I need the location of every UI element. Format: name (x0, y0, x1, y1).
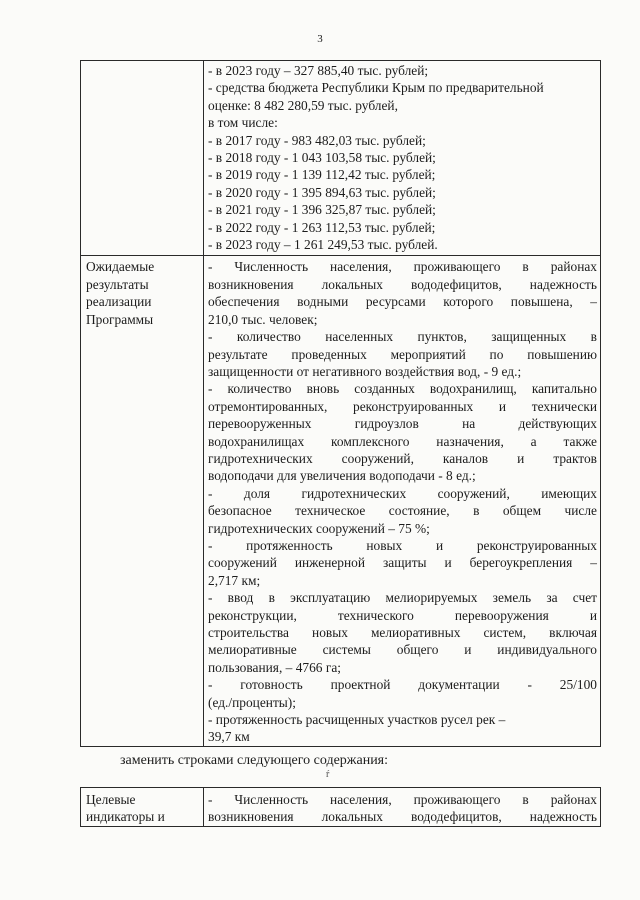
text-line: - Численность населения, проживающего в районах (208, 792, 597, 807)
text-line: - количество населенных пунктов, защищенных в (208, 329, 597, 345)
row-label-line: Ожидаемые (86, 259, 155, 275)
text-line: (ед./проценты); (208, 694, 296, 710)
text-line: результате проведенных мероприятий по повышению (208, 346, 597, 362)
text-line: строительства новых мелиоративных систем, включая (208, 625, 597, 640)
row-label-line: индикаторы и (86, 809, 165, 825)
text-line: - в 2023 году – 327 885,40 тыс. рублей; (208, 63, 429, 78)
text-line: оценке: 8 482 280,59 тыс. рублей, (208, 97, 398, 113)
text-line: гидротехнических сооружений, каналов и трактов (208, 450, 597, 466)
text-line: обеспечения водными ресурсами которого повышена, – (208, 294, 597, 310)
text-line: отремонтированных, реконструированных и технически (208, 398, 597, 414)
text-line: гидротехнических сооружений – 75 %; (208, 520, 430, 536)
table-row-target-indicators (81, 788, 601, 827)
text-line: пользования, – 4766 га; (208, 659, 341, 675)
text-line: мелиоративные системы общего и индивидуального (208, 642, 597, 658)
text-line: - в 2019 году - 1 139 112,42 тыс. рублей; (208, 167, 436, 183)
text-line: в том числе: (208, 115, 278, 131)
row-label-line: реализации (86, 294, 152, 310)
text-line: защищенности от негативного воздействия вод, - 9 ед.; (208, 363, 522, 379)
text-line: 210,0 тыс. человек; (208, 311, 318, 327)
row-label-line: результаты (86, 276, 149, 292)
text-line: - средства бюджета Республики Крым по предварительной (208, 80, 544, 96)
table-row-expected-results (81, 256, 601, 746)
text-line: возникновения локальных вододефицитов, надежность (208, 276, 597, 292)
text-line: водоподачи для увеличения водоподачи - 8 ед.; (208, 468, 476, 484)
text-line: - ввод в эксплуатацию мелиорируемых земель за счет (208, 590, 597, 606)
text-line: - в 2021 году - 1 396 325,87 тыс. рублей; (208, 202, 436, 218)
text-line: водохранилищах комплексного назначения, а также (208, 433, 597, 449)
text-line: перевооруженных гидроузлов на действующих (208, 416, 597, 432)
text-line: реконструкции, технического перевооружения и (208, 607, 597, 623)
row-label-expected-results (81, 256, 204, 746)
table-row-funding (81, 61, 601, 256)
row-label-line: Программы (86, 311, 154, 327)
funding-cell (204, 61, 601, 256)
text-line: - в 2018 году - 1 043 103,58 тыс. рублей; (208, 150, 436, 166)
text-line: - протяженность расчищенных участков русел рек – (208, 712, 506, 728)
row-label-line: Целевые (86, 792, 136, 807)
text-line: - в 2017 году - 983 482,03 тыс. рублей; (208, 132, 426, 148)
program-passport-table-old (80, 60, 601, 747)
row-label-target-indicators (81, 788, 204, 827)
text-line: - в 2022 году - 1 263 112,53 тыс. рублей; (208, 219, 436, 235)
program-passport-table-new (80, 787, 601, 827)
page-number: 3 (317, 33, 323, 45)
expected-results-cell (204, 256, 601, 746)
text-line: - готовность проектной документации - 25/100 (208, 677, 597, 693)
text-line: - количество вновь созданных водохранилищ, капитально (208, 381, 597, 397)
text-line: 39,7 км (208, 729, 250, 745)
text-line: - в 2023 году – 1 261 249,53 тыс. рублей. (208, 237, 438, 253)
scan-mark: ŕ (326, 769, 330, 780)
text-line: - протяженность новых и реконструированных (208, 537, 597, 553)
target-indicators-cell (204, 788, 601, 827)
row-label-funding (81, 61, 204, 256)
text-line: безопасное техническое состояние, в общем числе (208, 503, 597, 519)
text-line: - Численность населения, проживающего в районах (208, 259, 597, 275)
text-line: сооружений инженерной защиты и берегоукрепления – (208, 555, 597, 571)
replacement-instruction: заменить строками следующего содержания: (120, 753, 389, 768)
text-line: 2,717 км; (208, 572, 261, 588)
text-line: - доля гидротехнических сооружений, имеющих (208, 485, 597, 501)
text-line: - в 2020 году - 1 395 894,63 тыс. рублей; (208, 184, 436, 200)
text-line: возникновения локальных вододефицитов, надежность (208, 809, 597, 825)
